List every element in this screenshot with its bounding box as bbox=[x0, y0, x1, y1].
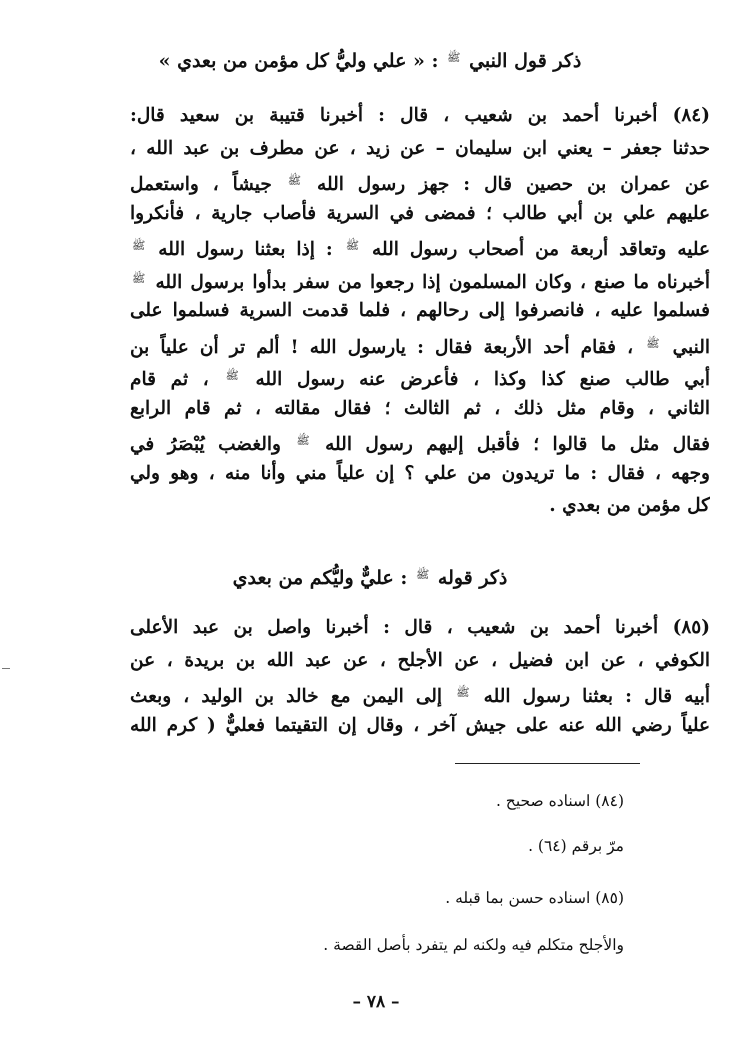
text-line: وجهه ، فقال : ما تريدون من علي ؟ إن علياً مني وأنا منه ، وهو ولي bbox=[130, 462, 710, 484]
footnote-85: (٨٥) اسناده حسن بما قبله . bbox=[445, 889, 624, 907]
scan-margin-mark bbox=[2, 668, 10, 669]
salutation-glyph: ﷺ bbox=[345, 239, 360, 252]
footnote-84: (٨٤) اسناده صحيح . bbox=[495, 792, 624, 810]
footnote-84-ref: مرّ برقم (٦٤) . bbox=[528, 837, 624, 855]
section-heading-85: ذكر قوله ﷺ : عليٌّ وليُّكم من بعدي bbox=[232, 567, 508, 589]
text-line: حدثنا جعفر – يعني ابن سليمان – عن زيد ، عن مطرف بن عبد الله ، bbox=[130, 137, 710, 159]
section-heading-84: ذكر قول النبي ﷺ : « علي وليُّ كل مؤمن من بعدي » bbox=[158, 50, 582, 72]
salutation-glyph: ﷺ bbox=[447, 51, 461, 64]
footnote-85-note: والأجلح متكلم فيه ولكنه لم يتفرد بأصل القصة . bbox=[323, 936, 624, 954]
text-line: كل مؤمن من بعدي . bbox=[549, 495, 710, 516]
salutation-glyph: ﷺ bbox=[296, 434, 310, 447]
text-line: عن عمران بن حصين قال : جهز رسول الله ﷺ جيشاً ، واستعمل bbox=[130, 165, 710, 198]
text-line: الثاني ، وقام مثل ذلك ، ثم الثالث ؛ فقال مقالته ، ثم قام الرابع bbox=[130, 397, 710, 419]
page-number: – ٧٨ – bbox=[352, 992, 400, 1012]
salutation-glyph: ﷺ bbox=[287, 174, 302, 187]
text-line: النبي ﷺ ، فقام أحد الأربعة فقال : يارسول الله ! ألم تر أن علياً بن bbox=[130, 328, 710, 361]
hadith-84-text bbox=[130, 100, 710, 523]
salutation-glyph: ﷺ bbox=[646, 336, 660, 350]
text-line: أبيه قال : بعثنا رسول الله ﷺ إلى اليمن مع خالد بن الوليد ، وبعث bbox=[130, 677, 710, 710]
salutation-glyph: ﷺ bbox=[456, 686, 470, 699]
text-line: أخبرناه ما صنع ، وكان المسلمون إذا رجعوا من سفر بدأوا برسول الله ﷺ bbox=[130, 263, 710, 296]
footnote-divider bbox=[455, 763, 640, 764]
text-line: فقال مثل ما قالوا ؛ فأقبل إليهم رسول الله ﷺ والغضب يُبْصَرُ في bbox=[130, 425, 710, 458]
salutation-glyph: ﷺ bbox=[132, 271, 146, 285]
text-line: أبي طالب صنع كذا وكذا ، فأعرض عنه رسول الله ﷺ ، ثم قام bbox=[130, 360, 710, 393]
salutation-glyph: ﷺ bbox=[225, 369, 239, 382]
hadith-85-text bbox=[130, 612, 710, 742]
text-line: الكوفي ، عن ابن فضيل ، عن الأجلح ، عن عبد الله بن بريدة ، عن bbox=[130, 649, 710, 671]
text-line: عليهم علي بن أبي طالب ؛ فمضى في السرية فأصاب جارية ، فأنكروا bbox=[130, 202, 710, 224]
salutation-glyph: ﷺ bbox=[415, 568, 430, 581]
text-line: علياً رضي الله عنه على جيش آخر ، وقال إن التقيتما فعليٌّ ( كرم الله bbox=[130, 714, 710, 736]
text-line: (٨٥) أخبرنا أحمد بن شعيب ، قال : أخبرنا واصل بن عبد الأعلى bbox=[130, 617, 710, 638]
salutation-glyph: ﷺ bbox=[132, 239, 146, 252]
text-line: عليه وتعاقد أربعة من أصحاب رسول الله ﷺ : إذا بعثنا رسول الله ﷺ bbox=[130, 230, 710, 263]
text-line: فسلموا عليه ، فانصرفوا إلى رحالهم ، فلما قدمت السرية فسلموا على bbox=[130, 300, 710, 321]
text-line: (٨٤) أخبرنا أحمد بن شعيب ، قال : أخبرنا قتيبة بن سعيد قال: bbox=[130, 105, 710, 126]
